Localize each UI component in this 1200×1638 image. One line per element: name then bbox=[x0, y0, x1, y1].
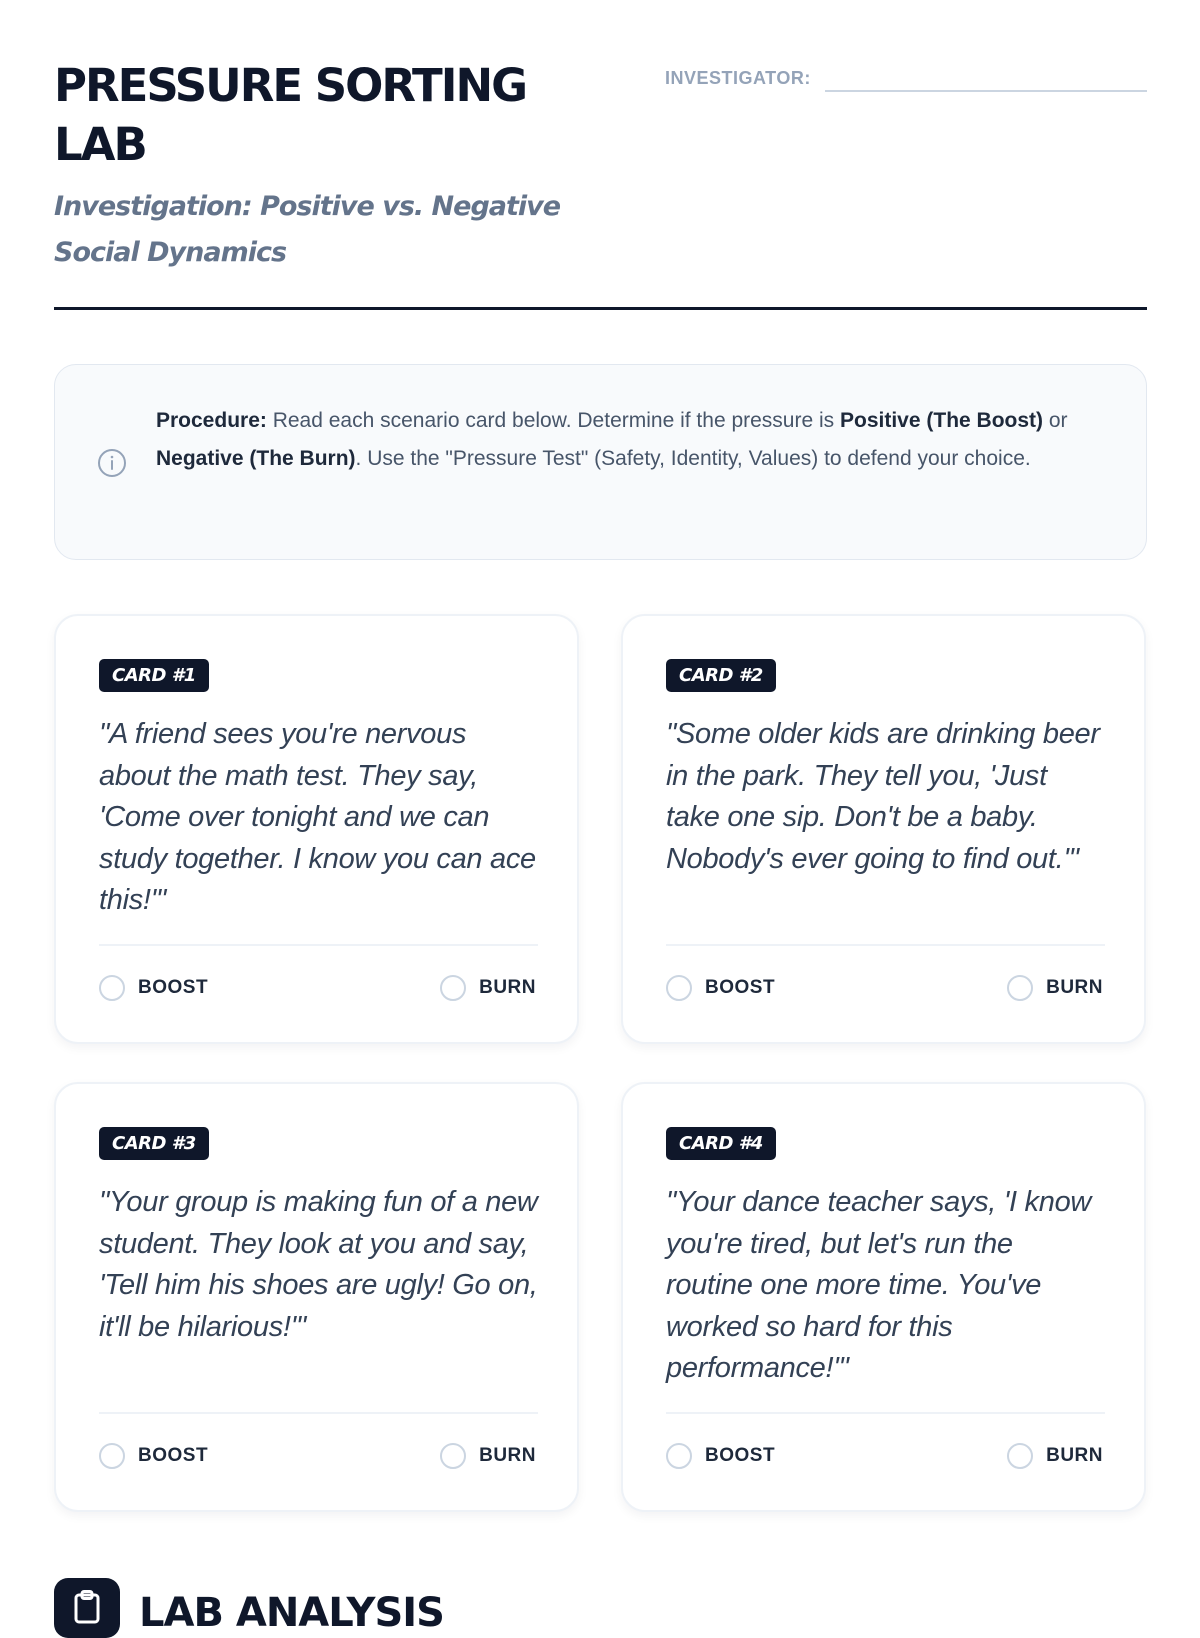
page-header bbox=[54, 56, 1147, 310]
scenario-card bbox=[54, 614, 579, 1044]
card-scenario-quote: "A friend sees you're nervous about the math test. They say, 'Come over tonight and we can study together. I know you can ace this!'" bbox=[99, 718, 536, 916]
card-badge: CARD #3 bbox=[99, 1127, 209, 1160]
procedure-lead: Procedure: bbox=[156, 409, 267, 432]
burn-label: BURN bbox=[1046, 1445, 1103, 1466]
scenario-card bbox=[54, 1082, 579, 1512]
boost-radio[interactable] bbox=[666, 1443, 692, 1469]
burn-radio[interactable] bbox=[1007, 1443, 1033, 1469]
card-scenario-quote: "Your group is making fun of a new student. They look at you and say, 'Tell him his shoes are ugly! Go on, it'll be hilarious!'" bbox=[99, 1186, 538, 1343]
burn-label: BURN bbox=[479, 1445, 536, 1466]
boost-label: BOOST bbox=[705, 977, 776, 998]
boost-label: BOOST bbox=[138, 1445, 209, 1466]
burn-option[interactable] bbox=[1007, 973, 1103, 1003]
burn-label: BURN bbox=[1046, 977, 1103, 998]
burn-radio[interactable] bbox=[1007, 975, 1033, 1001]
procedure-box bbox=[54, 364, 1147, 560]
page-title: PRESSURE SORTING LAB bbox=[54, 59, 527, 171]
investigator-field-group bbox=[665, 62, 1147, 92]
burn-label: BURN bbox=[479, 977, 536, 998]
boost-option[interactable] bbox=[99, 973, 208, 1003]
lab-analysis-title: LAB ANALYSIS bbox=[139, 1590, 444, 1636]
card-badge: CARD #2 bbox=[666, 659, 776, 692]
procedure-positive-term: Positive (The Boost) bbox=[840, 409, 1044, 432]
card-scenario-quote: "Your dance teacher says, 'I know you're tired, but let's run the routine one more time. You've worked so hard for this performance!'" bbox=[666, 1186, 1092, 1384]
investigator-input[interactable] bbox=[825, 62, 1147, 92]
card-divider bbox=[666, 1412, 1105, 1414]
lab-analysis-section-header bbox=[54, 1578, 654, 1638]
procedure-text-part: . Use the "Pressure Test" (Safety, Identity, Values) to defend your choice. bbox=[355, 447, 1031, 470]
boost-radio[interactable] bbox=[99, 975, 125, 1001]
page-subtitle: Investigation: Positive vs. Negative Social Dynamics bbox=[54, 191, 561, 268]
boost-radio[interactable] bbox=[666, 975, 692, 1001]
investigator-label: INVESTIGATOR: bbox=[665, 68, 811, 88]
procedure-negative-term: Negative (The Burn) bbox=[156, 447, 356, 470]
burn-radio[interactable] bbox=[440, 975, 466, 1001]
boost-option[interactable] bbox=[99, 1441, 208, 1471]
burn-radio[interactable] bbox=[440, 1443, 466, 1469]
card-divider bbox=[99, 1412, 538, 1414]
card-divider bbox=[666, 944, 1105, 946]
burn-option[interactable] bbox=[440, 1441, 536, 1471]
boost-radio[interactable] bbox=[99, 1443, 125, 1469]
scenario-card bbox=[621, 614, 1146, 1044]
scenario-card bbox=[621, 1082, 1146, 1512]
clipboard-icon bbox=[54, 1578, 120, 1638]
card-badge: CARD #1 bbox=[99, 659, 209, 692]
procedure-text-part: Read each scenario card below. Determine if the pressure is bbox=[266, 409, 840, 432]
card-scenario-quote: "Some older kids are drinking beer in the park. They tell you, 'Just take one sip. Don't be a baby. Nobody's ever going to find out.'" bbox=[666, 718, 1100, 875]
boost-option[interactable] bbox=[666, 973, 775, 1003]
burn-option[interactable] bbox=[1007, 1441, 1103, 1471]
card-divider bbox=[99, 944, 538, 946]
boost-option[interactable] bbox=[666, 1441, 775, 1471]
card-badge: CARD #4 bbox=[666, 1127, 776, 1160]
boost-label: BOOST bbox=[138, 977, 209, 998]
procedure-text-part: or bbox=[1043, 409, 1068, 432]
burn-option[interactable] bbox=[440, 973, 536, 1003]
procedure-text bbox=[156, 402, 1106, 478]
boost-label: BOOST bbox=[705, 1445, 776, 1466]
info-icon bbox=[97, 448, 127, 478]
